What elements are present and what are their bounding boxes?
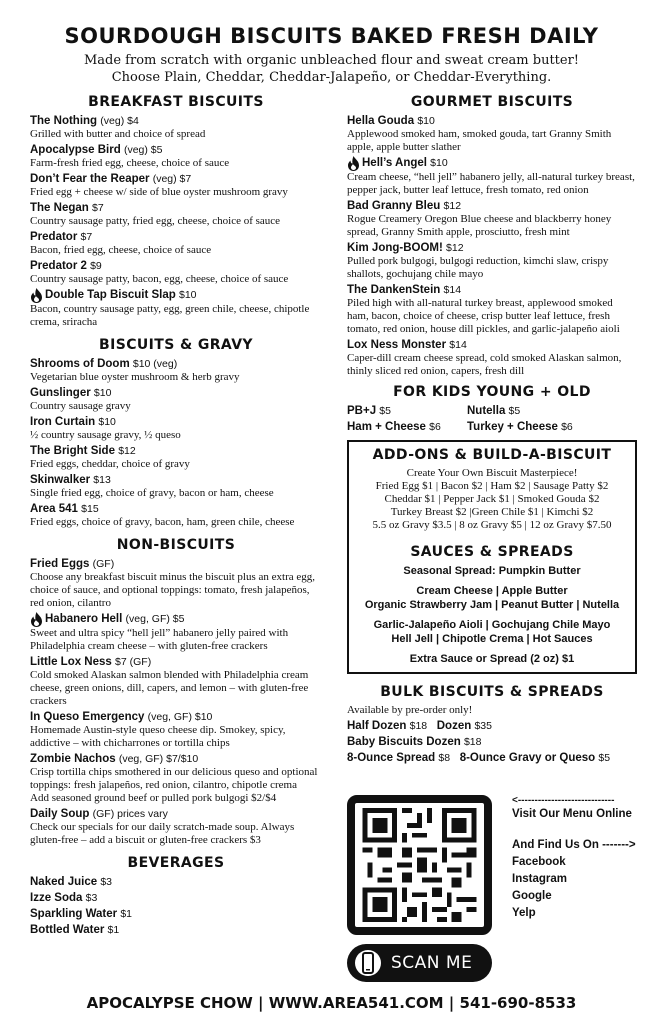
- menu-item-name: Sparkling Water: [30, 908, 118, 920]
- menu-item-name: Lox Ness Monster: [347, 339, 447, 351]
- menu-item-description: Choose any breakfast biscuit minus the biscuit plus an extra egg, choice of sauce, and optional toppings: tomato, fresh jalapeños, red onion, cilantro: [30, 571, 316, 609]
- menu-item: [30, 807, 322, 847]
- menu-title: SOURDOUGH BISCUITS BAKED FRESH DAILY: [64, 24, 599, 48]
- menu-item: [30, 259, 322, 286]
- menu-item-title: [347, 156, 637, 171]
- menu-item-description: Country sausage patty, bacon, egg, cheese, choice of sauce: [30, 273, 289, 285]
- menu-item-title: [347, 241, 637, 255]
- menu-item-title: [347, 338, 637, 352]
- menu-item: [30, 502, 322, 529]
- addon-line: 5.5 oz Gravy $3.5 | 8 oz Gravy $5 | 12 oz Gravy $7.50: [372, 519, 612, 531]
- menu-item-name: Bottled Water: [30, 924, 105, 936]
- menu-item-price: $10 (veg): [132, 358, 178, 370]
- menu-item: [30, 386, 322, 413]
- menu-item-name: Predator 2: [30, 260, 87, 272]
- menu-item-price: $14: [443, 284, 462, 296]
- menu-item-name: Hell’s Angel: [362, 157, 427, 169]
- menu-item-name: Predator: [30, 231, 78, 243]
- menu-item-price: $7: [92, 202, 104, 214]
- beverages-heading: BEVERAGES: [127, 855, 225, 871]
- menu-item-description: Single fried egg, choice of gravy, bacon or ham, cheese: [30, 487, 274, 499]
- menu-item-price: $10: [98, 416, 116, 428]
- spicy-flame-icon: [347, 156, 360, 171]
- menu-item-price: (GF): [92, 558, 115, 570]
- menu-item-title: [30, 444, 322, 458]
- nonbiscuit-list: [30, 557, 322, 847]
- scan-me-label: SCAN ME: [391, 953, 473, 973]
- menu-item-description: Applewood smoked ham, smoked gouda, tart Granny Smith apple, apple butter slather: [347, 128, 612, 153]
- menu-item-description: ½ country sausage gravy, ½ queso: [30, 429, 181, 441]
- menu-item-description: Farm-fresh fried egg, cheese, choice of sauce: [30, 157, 230, 169]
- menu-item-description: Check our specials for our daily scratch-made soup. Always gluten-free – add a biscuit or gluten-free crackers $3: [30, 821, 295, 846]
- menu-item: [30, 444, 322, 471]
- menu-item-description: Sweet and ultra spicy “hell jell” habanero jelly paired with Philadelphia cream cheese – with gluten-free crackers: [30, 627, 289, 652]
- kids-item-price: $5: [508, 405, 521, 417]
- menu-item: [30, 557, 322, 610]
- menu-item-description: Rogue Creamery Oregon Blue cheese and blackberry honey spread, Granny Smith apple, prosciutto, fresh mint: [347, 213, 612, 238]
- menu-item-title: [30, 655, 322, 669]
- menu-item: [30, 752, 322, 805]
- menu-item-price: $14: [449, 339, 467, 351]
- menu-item-description: Country sausage patty, fried egg, cheese, choice of sauce: [30, 215, 281, 227]
- bulk-row-spreads: [347, 750, 637, 766]
- gravy-heading: BISCUITS & GRAVY: [99, 337, 253, 353]
- bulk-baby-price: $18: [463, 736, 482, 748]
- menu-item-price: $3: [100, 876, 113, 888]
- right-column: [347, 94, 637, 766]
- menu-item-title: [30, 259, 322, 273]
- bulk-dozen-price: $35: [474, 720, 492, 732]
- menu-item-price: $10: [178, 289, 197, 301]
- menu-item-title: [30, 473, 322, 487]
- menu-item: [347, 114, 637, 154]
- menu-item-name: Don’t Fear the Reaper: [30, 173, 150, 185]
- breakfast-heading: BREAKFAST BISCUITS: [88, 94, 264, 110]
- menu-item: [30, 710, 322, 750]
- menu-item-name: Daily Soup: [30, 808, 90, 820]
- menu-item-name: Gunslinger: [30, 387, 91, 399]
- menu-item-name: Area 541: [30, 503, 78, 515]
- kids-item-price: $6: [561, 421, 573, 433]
- menu-item: [30, 288, 322, 329]
- menu-item-price: $15: [81, 503, 99, 515]
- bulk-gravy-price: $5: [598, 752, 611, 764]
- sauce-line: Seasonal Spread: Pumpkin Butter: [403, 565, 581, 577]
- find-us-on: And Find Us On ------->: [512, 839, 636, 851]
- bulk-dozen-name: Dozen: [436, 720, 472, 732]
- kids-item: [347, 404, 467, 418]
- menu-item-title: [30, 415, 322, 429]
- menu-item: [30, 473, 322, 500]
- addon-line: Create Your Own Biscuit Masterpiece!: [406, 467, 578, 479]
- menu-item-name: Double Tap Biscuit Slap: [45, 289, 176, 301]
- menu-item-name: The Nothing: [30, 115, 98, 127]
- kids-item: [467, 420, 627, 434]
- menu-item-title: [347, 283, 637, 297]
- kids-item-price: $6: [429, 421, 441, 433]
- menu-item: [347, 156, 637, 197]
- sauce-lines: [355, 564, 629, 666]
- menu-item-title: [30, 612, 322, 627]
- menu-item: [30, 612, 322, 653]
- menu-item-description: Fried egg + cheese w/ side of blue oyster mushroom gravy: [30, 186, 288, 198]
- bulk-heading: BULK BISCUITS & SPREADS: [380, 684, 604, 700]
- menu-item: [30, 415, 322, 442]
- kids-item-name: Nutella: [467, 405, 506, 417]
- phone-icon: [355, 948, 381, 978]
- menu-item-price: $9: [90, 260, 102, 272]
- addon-line: Cheddar $1 | Pepper Jack $1 | Smoked Gouda $2: [384, 493, 600, 505]
- menu-item-description: Crisp tortilla chips smothered in our delicious queso and optional toppings: fresh jalapeños, red onion, cilantro, chipotle crema: [30, 766, 318, 791]
- addon-line: Turkey Breast $2 |Green Chile $1 | Kimchi $2: [390, 506, 594, 518]
- gourmet-list: [347, 114, 637, 378]
- menu-item-price: $13: [93, 474, 111, 486]
- menu-item-title: [30, 288, 322, 303]
- sauce-line: Organic Strawberry Jam | Peanut Butter | Nutella: [364, 599, 620, 611]
- qr-code[interactable]: [347, 795, 492, 935]
- menu-item-name: Zombie Nachos: [30, 753, 116, 765]
- kids-list: [347, 404, 637, 434]
- menu-item-description: Cold smoked Alaskan salmon blended with Philadelphia cream cheese, green onions, dill, capers, and lemon – with gluten-free crackers: [30, 669, 309, 707]
- menu-item-name: Naked Juice: [30, 876, 98, 888]
- menu-item: [347, 283, 637, 336]
- addon-line: Fried Egg $1 | Bacon $2 | Ham $2 | Sausage Patty $2: [375, 480, 609, 492]
- kids-item: [347, 420, 467, 434]
- menu-item-price: $3: [85, 892, 98, 904]
- menu-item-title: [347, 114, 637, 128]
- gourmet-heading: GOURMET BISCUITS: [410, 94, 574, 110]
- menu-item-price: $1: [107, 924, 120, 936]
- menu-item-title: [30, 230, 322, 244]
- addons-box: [347, 440, 637, 674]
- menu-item-title: [30, 752, 322, 766]
- spicy-flame-icon: [30, 612, 43, 627]
- menu-item-description: Fried eggs, choice of gravy, bacon, ham, green chile, cheese: [30, 516, 295, 528]
- bulk-gravy-name: 8-Ounce Gravy or Queso: [459, 752, 596, 764]
- menu-item-title: [30, 143, 322, 157]
- gravy-list: [30, 357, 322, 529]
- menu-item-title: [30, 710, 322, 724]
- menu-item-name: Kim Jong-BOOM!: [347, 242, 443, 254]
- menu-item-price: (veg) $4: [100, 115, 139, 127]
- menu-item-price: $1: [120, 908, 133, 920]
- sauce-line: Extra Sauce or Spread (2 oz) $1: [409, 653, 575, 665]
- sauce-line: Cream Cheese | Apple Butter: [416, 585, 568, 597]
- addon-lines: [355, 467, 629, 532]
- sauces-heading: SAUCES & SPREADS: [410, 544, 574, 560]
- menu-item-title: [347, 199, 637, 213]
- menu-item-name: Izze Soda: [30, 892, 83, 904]
- beverage-list: [30, 875, 322, 937]
- menu-item-title: [30, 386, 322, 400]
- menu-item-description: Fried eggs, cheddar, choice of gravy: [30, 458, 190, 470]
- bulk-note: Available by pre-order only!: [347, 704, 473, 716]
- menu-item-price: (veg, GF) $7/$10: [118, 753, 199, 765]
- arrow-left: <-----------------------------: [512, 795, 615, 806]
- menu-item-description: Grilled with butter and choice of spread: [30, 128, 206, 140]
- menu-item: [30, 923, 322, 937]
- menu-item-price: (GF) prices vary: [92, 808, 168, 820]
- menu-item-name: Habanero Hell: [45, 613, 123, 625]
- bulk-row-dozens: [347, 718, 637, 734]
- menu-item-price: $12: [446, 242, 464, 254]
- menu-item: [347, 338, 637, 378]
- menu-item: [30, 114, 322, 141]
- menu-item: [347, 199, 637, 239]
- menu-item-title: [30, 807, 322, 821]
- menu-item-title: [30, 357, 322, 371]
- sauce-line: Garlic-Jalapeño Aioli | Gochujang Chile Mayo: [373, 619, 611, 631]
- menu-item-name: Skinwalker: [30, 474, 91, 486]
- kids-item-price: $5: [379, 405, 391, 417]
- menu-item-title: [30, 923, 322, 937]
- menu-item: [30, 143, 322, 170]
- sauce-line: Hell Jell | Chipotle Crema | Hot Sauces: [391, 633, 593, 645]
- visit-menu-online[interactable]: Visit Our Menu Online: [512, 808, 632, 820]
- menu-item-name: Iron Curtain: [30, 416, 96, 428]
- menu-item-price: (veg) $5: [123, 144, 163, 156]
- bulk-spread-price: $8: [438, 752, 451, 764]
- menu-item-price: (veg, GF) $10: [147, 711, 213, 723]
- menu-item-description: Bacon, country sausage patty, egg, green chile, cheese, chipotle crema, sriracha: [30, 303, 310, 328]
- menu-item-title: [30, 114, 322, 128]
- menu-item-title: [30, 172, 322, 186]
- menu-item-price: (veg) $7: [152, 173, 192, 185]
- breakfast-list: [30, 114, 322, 329]
- social-yelp[interactable]: Yelp: [512, 907, 536, 919]
- bulk-half-price: $18: [409, 720, 428, 732]
- menu-item-name: The Bright Side: [30, 445, 115, 457]
- menu-item-price: $7 (GF): [115, 656, 152, 668]
- menu-item-name: The DankenStein: [347, 284, 441, 296]
- menu-item: [30, 230, 322, 257]
- menu-item-price: $10: [430, 157, 448, 169]
- left-column: [30, 94, 322, 939]
- menu-item-price: $10: [93, 387, 112, 399]
- menu-item-name: Hella Gouda: [347, 115, 415, 127]
- kids-item: [467, 404, 627, 418]
- menu-item: [30, 357, 322, 384]
- menu-item: [30, 907, 322, 921]
- menu-item-title: [30, 891, 322, 905]
- menu-item-title: [30, 201, 322, 215]
- nonbiscuits-heading: NON-BISCUITS: [116, 537, 236, 553]
- online-links: [512, 795, 652, 922]
- menu-item-name: In Queso Emergency: [30, 711, 145, 723]
- menu-item-title: [30, 875, 322, 889]
- kids-item-name: PB+J: [347, 405, 377, 417]
- menu-item-description: Piled high with all-natural turkey breast, applewood smoked ham, bacon, choice of cheese, crisp butter leaf lettuce, fresh tomato, red onion, house dill pickles, and garlic-jalapeño aioli: [347, 297, 620, 335]
- bulk-row-baby: [347, 734, 637, 750]
- menu-item-description: Pulled pork bulgogi, bulgogi reduction, kimchi slaw, crispy shallots, gochujang chile mayo: [347, 255, 609, 280]
- addons-heading: ADD-ONS & BUILD-A-BISCUIT: [372, 447, 612, 463]
- menu-item-description: Country sausage gravy: [30, 400, 131, 412]
- menu-subtitle-line2: Choose Plain, Cheddar, Cheddar-Jalapeño, or Cheddar-Everything.: [111, 70, 552, 85]
- kids-heading: FOR KIDS YOUNG + OLD: [393, 384, 591, 400]
- menu-item-description: Homemade Austin-style queso cheese dip. Smokey, spicy, addictive – with chicharrones or tortilla chips: [30, 724, 286, 749]
- menu-item-name: Bad Granny Bleu: [347, 200, 441, 212]
- menu-item-addon-note: Add seasoned ground beef or pulled pork bulgogi $2/$4: [30, 792, 277, 804]
- menu-item-price: $12: [118, 445, 136, 457]
- menu-item-price: $10: [417, 115, 435, 127]
- menu-item-title: [30, 557, 322, 571]
- menu-item: [30, 201, 322, 228]
- bulk-baby-name: Baby Biscuits Dozen: [347, 736, 461, 748]
- menu-item-name: Little Lox Ness: [30, 656, 112, 668]
- kids-item-name: Turkey + Cheese: [467, 421, 558, 433]
- menu-item-price: $7: [80, 231, 93, 243]
- social-google[interactable]: Google: [512, 890, 552, 902]
- bulk-spread-name: 8-Ounce Spread: [347, 752, 436, 764]
- menu-item-name: Fried Eggs: [30, 558, 90, 570]
- menu-item-description: Cream cheese, “hell jell” habanero jelly, all-natural turkey breast, pepper jack, butter leaf lettuce, fresh tomato, red onion: [347, 171, 635, 196]
- menu-item-price: (veg, GF) $5: [125, 613, 185, 625]
- menu-item: [30, 655, 322, 708]
- menu-item: [30, 891, 322, 905]
- social-instagram[interactable]: Instagram: [512, 873, 567, 885]
- menu-item: [30, 875, 322, 889]
- menu-item-price: $12: [443, 200, 462, 212]
- menu-item-description: Bacon, fried egg, cheese, choice of sauce: [30, 244, 212, 256]
- spicy-flame-icon: [30, 288, 43, 303]
- menu-item-name: The Negan: [30, 202, 89, 214]
- menu-item-name: Apocalypse Bird: [30, 144, 121, 156]
- menu-item: [347, 241, 637, 281]
- menu-item-description: Vegetarian blue oyster mushroom & herb gravy: [30, 371, 240, 383]
- footer-contact: APOCALYPSE CHOW | WWW.AREA541.COM | 541-690-8533: [86, 994, 577, 1012]
- menu-item-title: [30, 907, 322, 921]
- menu-item-name: Shrooms of Doom: [30, 358, 130, 370]
- bulk-half-name: Half Dozen: [347, 720, 407, 732]
- scan-me-button[interactable]: [347, 944, 492, 982]
- menu-item-description: Caper-dill cream cheese spread, cold smoked Alaskan salmon, thinly sliced red onion, capers, fresh dill: [347, 352, 622, 377]
- social-facebook[interactable]: Facebook: [512, 856, 566, 868]
- menu-subtitle-line1: Made from scratch with organic unbleached flour and sweat cream butter!: [83, 53, 580, 68]
- kids-item-name: Ham + Cheese: [347, 421, 426, 433]
- menu-item: [30, 172, 322, 199]
- qr-code-icon: [355, 803, 484, 927]
- menu-item-title: [30, 502, 322, 516]
